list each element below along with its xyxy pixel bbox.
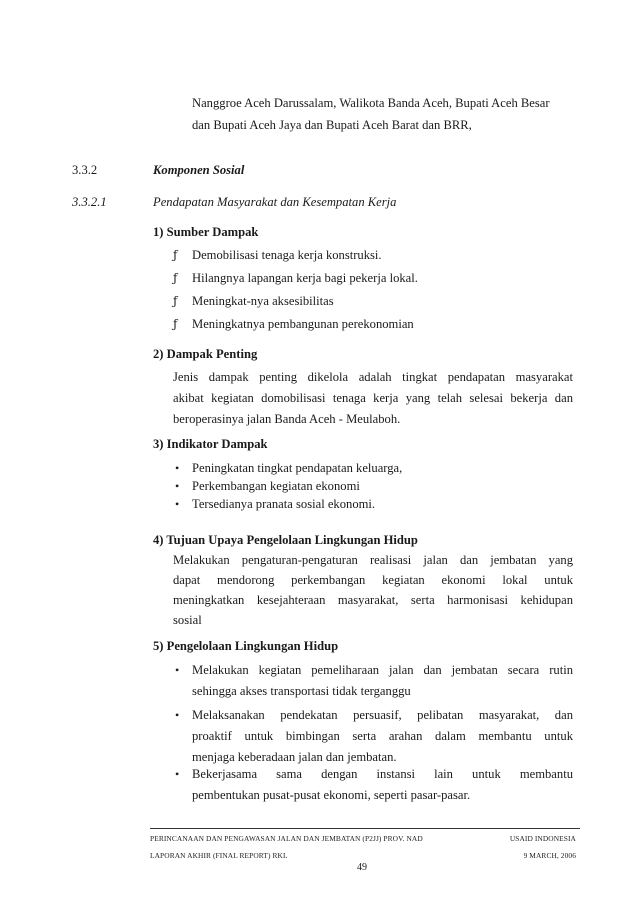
item-5-heading: 5) Pengelolaan Lingkungan Hidup	[153, 639, 339, 653]
list-bullet: ƒ	[173, 317, 178, 331]
list-bullet: ƒ	[173, 294, 178, 308]
list-item: Perkembangan kegiatan ekonomi	[192, 479, 360, 493]
footer-date: 9 MARCH, 2006	[523, 851, 576, 860]
list-item-line: pembentukan pusat-pusat ekonomi, seperti pasar-pasar.	[192, 788, 471, 802]
item-2-line: beroperasinya jalan Banda Aceh - Meulaboh.	[173, 412, 401, 426]
list-item: Meningkat-nya aksesibilitas	[192, 294, 334, 308]
section-number: 3.3.2	[72, 163, 98, 177]
item-4-line: Melakukan pengaturan-pengaturan realisasi jalan dan jembatan yang	[173, 553, 573, 567]
item-2-line: Jenis dampak penting dikelola adalah tingkat pendapatan masyarakat	[173, 370, 573, 384]
list-bullet: •	[175, 479, 180, 493]
list-item-line: Melaksanakan pendekatan persuasif, pelibatan masyarakat, dan	[192, 708, 573, 722]
footer-project-title: PERINCANAAN DAN PENGAWASAN JALAN DAN JEMBATAN (P2JJ) PROV. NAD	[150, 834, 423, 843]
list-item: Demobilisasi tenaga kerja konstruksi.	[192, 248, 382, 262]
page-number: 49	[357, 862, 367, 873]
intro-line-1: Nanggroe Aceh Darussalam, Walikota Banda Aceh, Bupati Aceh Besar	[192, 96, 550, 110]
list-bullet: •	[175, 767, 180, 781]
footer-rule	[150, 828, 580, 829]
list-item-line: proaktif untuk bimbingan serta arahan dalam membantu untuk	[192, 729, 573, 743]
list-item-line: Melakukan kegiatan pemeliharaan jalan dan jembatan secara rutin	[192, 663, 573, 677]
item-2-line: akibat kegiatan domobilisasi tenaga kerja yang telah selesai bekerja dan	[173, 391, 573, 405]
list-bullet: •	[175, 663, 180, 677]
list-item: Hilangnya lapangan kerja bagi pekerja lokal.	[192, 271, 418, 285]
footer-organization: USAID INDONESIA	[509, 834, 576, 843]
item-2-heading: 2) Dampak Penting	[153, 347, 258, 361]
list-item-line: sehingga akses transportasi tidak terganggu	[192, 684, 411, 698]
item-4-line: dapat mendorong perkembangan kegiatan ekonomi lokal untuk	[173, 573, 573, 587]
list-bullet: •	[175, 497, 180, 511]
section-title: Komponen Sosial	[153, 163, 245, 177]
subsection-title: Pendapatan Masyarakat dan Kesempatan Kerja	[153, 195, 397, 209]
list-bullet: ƒ	[173, 248, 178, 262]
list-bullet: •	[175, 708, 180, 722]
list-bullet: ƒ	[173, 271, 178, 285]
list-item: Peningkatan tingkat pendapatan keluarga,	[192, 461, 403, 475]
list-bullet: •	[175, 461, 180, 475]
subsection-number: 3.3.2.1	[72, 195, 107, 209]
item-3-heading: 3) Indikator Dampak	[153, 437, 268, 451]
list-item-line: menjaga keberadaan jalan dan jembatan.	[192, 750, 397, 764]
item-1-heading: 1) Sumber Dampak	[153, 225, 259, 239]
list-item-line: Bekerjasama sama dengan instansi lain untuk membantu	[192, 767, 573, 781]
footer-report-title: LAPORAN AKHIR (FINAL REPORT) RKL	[150, 851, 288, 860]
list-item: Meningkatnya pembangunan perekonomian	[192, 317, 414, 331]
intro-line-2: dan Bupati Aceh Jaya dan Bupati Aceh Barat dan BRR,	[192, 118, 472, 132]
item-4-line: meningkatkan kesejahteraan masyarakat, serta harmonisasi kehidupan	[173, 593, 573, 607]
item-4-line: sosial	[173, 613, 202, 627]
item-4-heading: 4) Tujuan Upaya Pengelolaan Lingkungan Hidup	[153, 533, 418, 547]
list-item: Tersedianya pranata sosial ekonomi.	[192, 497, 376, 511]
